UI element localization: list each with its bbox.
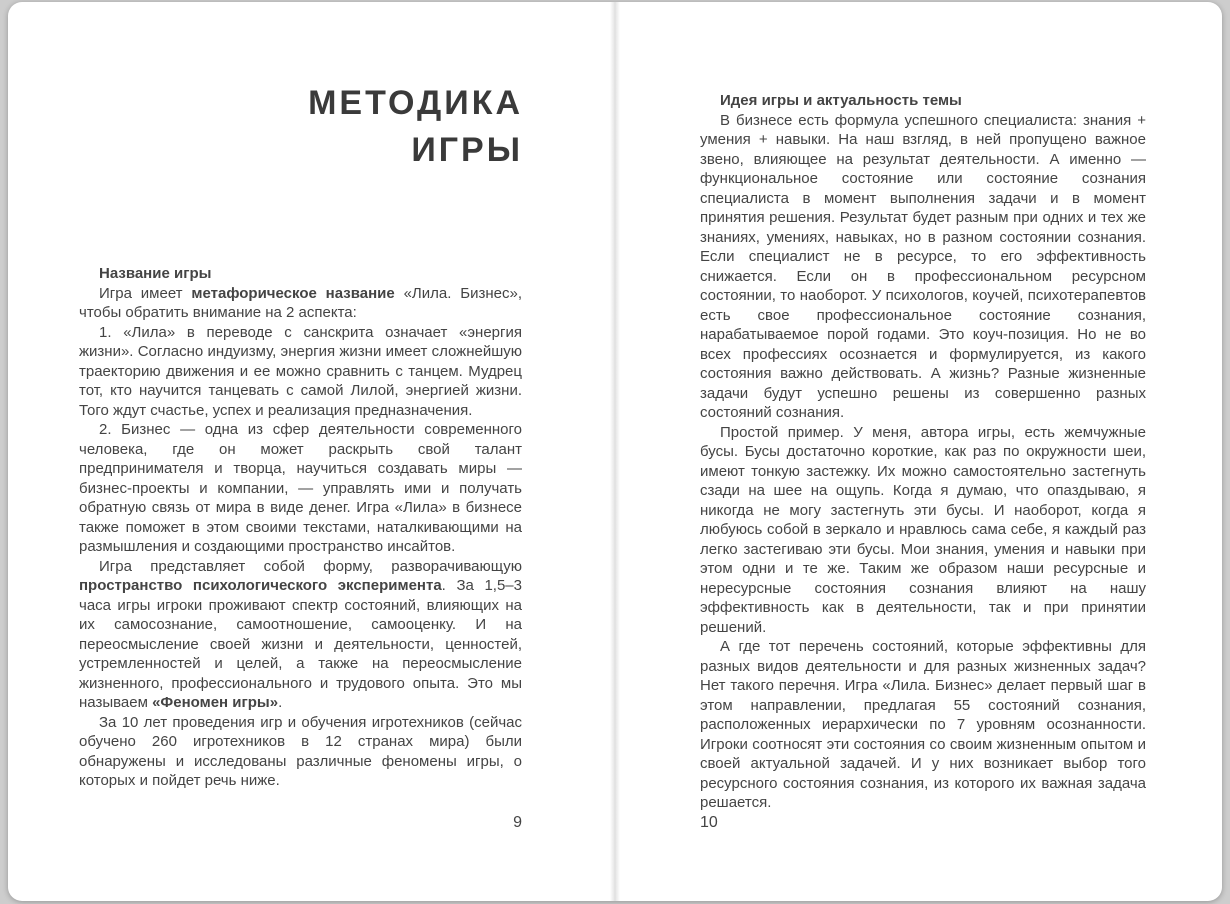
paragraph: В бизнесе есть формула успешного специалиста: знания + умения + навыки. На наш взгляд, в ней пропущено важное звено, влияющее на результат деятельности. А именно — функциональное состояние или состояние сознания специалиста в момент выполнения задачи и в момент принятия решения. Результат будет разным при одних и тех же знаниях, умениях, навыках, но в разном состоянии сознания. Если специалист не в ресурсе, то его эффективность снижается. Если он в профессиональном ресурсном состоянии, то наоборот. У психологов, коучей, психотерапевтов есть свое профессиональное состояние сознания, нарабатываемое порой годами. Это коуч-позиция. Но не во всех профессиях осознается и формулируется, из какого состояния важно действовать. А жизнь? Разные жизненные задачи будут успешно решены из совершенно разных состояний сознания. bbox=[700, 111, 1146, 421]
text-run: «Лила. Бизнес», чтобы обратить внимание на 2 аспекта: bbox=[79, 284, 522, 321]
paragraph bbox=[79, 284, 522, 323]
text-run-bold: «Феномен игры» bbox=[152, 694, 279, 711]
left-page bbox=[8, 2, 615, 901]
left-page-text-column bbox=[79, 264, 522, 791]
paragraph: А где тот перечень состояний, которые эффективны для разных видов деятельности и для разных жизненных задач? Нет такого перечня. Игра «Лила. Бизнес» делает первый шаг в этом направлении, предлагая 55 состояний сознания, расположенных иерархически по 7 уровням осознанности. Игроки соотносят эти состояния со своим жизненным опытом и своей актуальной задачей. И у них возникает выбор того ресурсного состояния сознания, из которого их важная задача решается. bbox=[700, 638, 1146, 811]
text-run-bold: пространство психологического эксперимента bbox=[79, 577, 442, 594]
text-run: . За 1,5–3 часа игры игроки проживают спектр состояний, влияющих на их самосознание, самоотношение, самооценку. И на переосмысление своей жизни и деятельности, ценностей, устремленностей и целей, а также на переосмысление жизненного, профессионального и трудового опыта. Это мы называем bbox=[79, 577, 522, 711]
paragraph: За 10 лет проведения игр и обучения игротехников (сейчас обучено 260 игротехников в 12 странах мира) были обнаружены и исследованы различные феномены игры, о которых и пойдет речь ниже. bbox=[79, 713, 522, 789]
section-heading: Название игры bbox=[99, 265, 212, 282]
right-page bbox=[615, 2, 1222, 901]
right-page-text-column bbox=[700, 91, 1146, 813]
text-run: Игра имеет bbox=[99, 284, 192, 302]
paragraph: 1. «Лила» в переводе с санскрита означает «энергия жизни». Согласно индуизму, энергия жизни имеет сложнейшую траекторию движения и ее можно сравнить с танцем. Мудрец тот, кто научится танцевать с самой Лилой, энергией жизни. Того ждут счастье, успех и реализация предназначения. bbox=[79, 323, 522, 419]
paragraph: Простой пример. У меня, автора игры, есть жемчужные бусы. Бусы достаточно короткие, как раз по окружности шеи, имеют тонкую застежку. Их можно самостоятельно застегнуть сзади на шее на ощупь. Когда я думаю, что опаздываю, я никогда не могу застегнуть эти бусы. И наоборот, когда я любуюсь собой в зеркало и нравлюсь сама себе, я каждый раз легко застегиваю эти бусы. Мои знания, умения и навыки при этом одни и те же. Таким же образом наши ресурсные и нересурсные состояния сознания влияют на нашу эффективность как в деятельности, так и при принятии решений. bbox=[700, 423, 1146, 636]
chapter-title-line1: МЕТОДИКА bbox=[308, 84, 523, 122]
chapter-title-line2: ИГРЫ bbox=[411, 131, 523, 169]
paragraph: 2. Бизнес — одна из сфер деятельности современного человека, где он может раскрыть свой талант предпринимателя и творца, научиться создавать миры — бизнес-проекты и компании, — управлять ими и получать обратную связь от мира в виде денег. Игра «Лила» в бизнесе также поможет в этом своими текстами, наталкивающими на размышления и создающими пространство инсайтов. bbox=[79, 421, 522, 555]
page-number-left: 9 bbox=[513, 814, 522, 831]
text-run: . bbox=[278, 694, 283, 711]
text-run: Игра представляет собой форму, разворачивающую bbox=[99, 557, 522, 575]
book-spread bbox=[8, 2, 1222, 901]
text-run-bold: метафорическое название bbox=[191, 284, 395, 302]
section-heading: Идея игры и актуальность темы bbox=[720, 92, 962, 109]
page-number-right: 10 bbox=[700, 814, 718, 831]
chapter-title bbox=[63, 80, 523, 174]
paragraph bbox=[79, 557, 522, 713]
